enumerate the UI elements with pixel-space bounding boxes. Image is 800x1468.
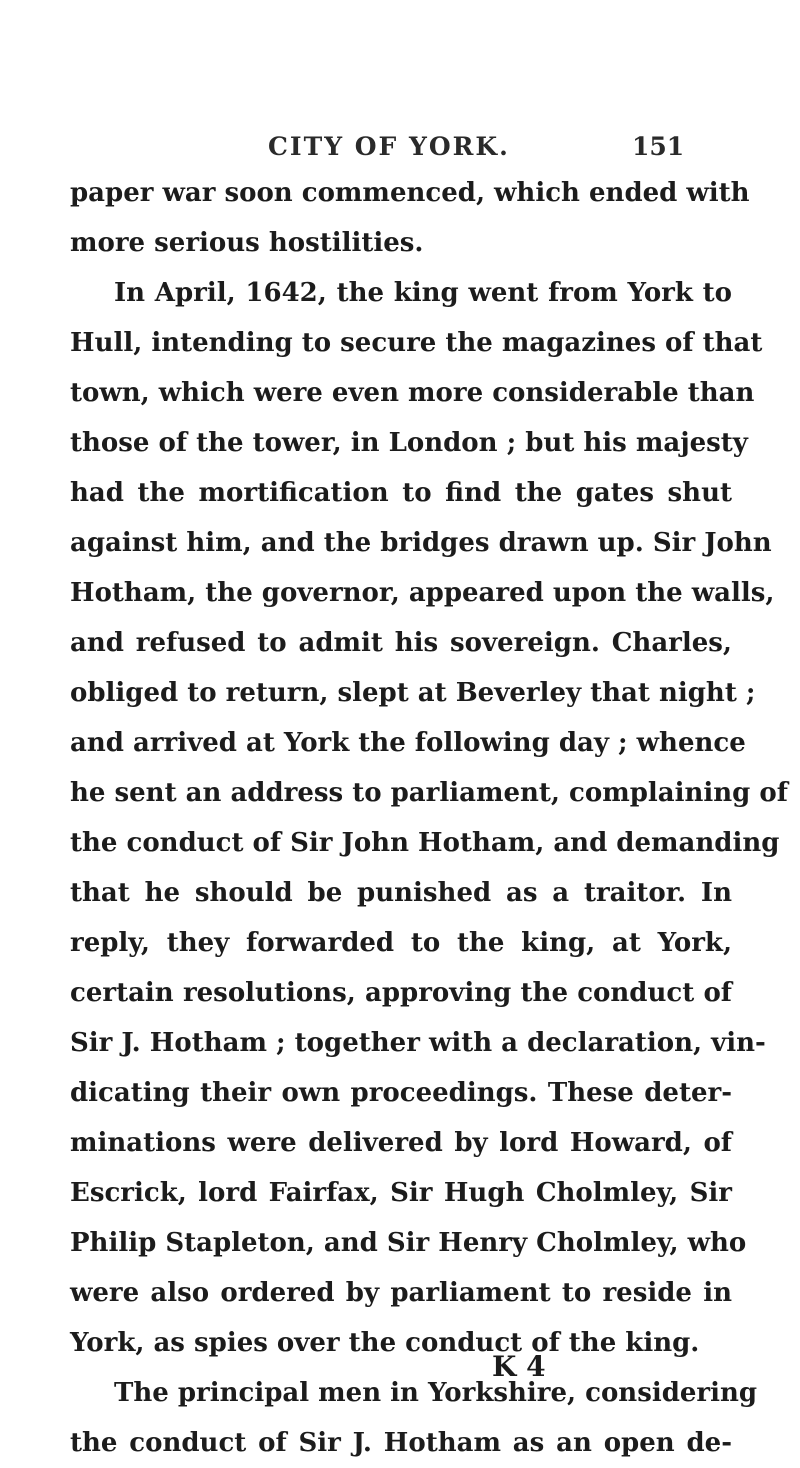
text-line-3: In April, 1642, the king went from York to bbox=[114, 278, 732, 308]
text-line-24: York, as spies over the conduct of the king. bbox=[70, 1328, 700, 1358]
text-line-1: paper war soon commenced, which ended with bbox=[70, 178, 750, 208]
text-line-2: more serious hostilities. bbox=[70, 228, 424, 258]
text-line-20: minations were delivered by lord Howard, of bbox=[70, 1128, 732, 1158]
text-line-22: Philip Stapleton, and Sir Henry Cholmley, who bbox=[70, 1228, 747, 1258]
text-line-11: obliged to return, slept at Beverley that night ; bbox=[70, 678, 756, 708]
text-line-8: against him, and the bridges drawn up. Sir John bbox=[70, 528, 772, 558]
signature-mark: K 4 bbox=[492, 1350, 546, 1383]
text-line-6: those of the tower, in London ; but his majesty bbox=[70, 428, 748, 458]
text-line-18: Sir J. Hotham ; together with a declaration, vin- bbox=[70, 1028, 766, 1058]
text-line-26: the conduct of Sir J. Hotham as an open de- bbox=[70, 1428, 732, 1458]
text-line-4: Hull, intending to secure the magazines of that bbox=[70, 328, 763, 358]
text-line-21: Escrick, lord Fairfax, Sir Hugh Cholmley, Sir bbox=[70, 1178, 732, 1208]
text-line-16: reply, they forwarded to the king, at York, bbox=[70, 928, 732, 958]
text-line-5: town, which were even more considerable than bbox=[70, 378, 755, 408]
text-line-25: The principal men in Yorkshire, considering bbox=[114, 1378, 758, 1408]
text-line-19: dicating their own proceedings. These deter- bbox=[70, 1078, 732, 1108]
text-line-12: and arrived at York the following day ; whence bbox=[70, 728, 746, 758]
text-line-7: had the mortification to find the gates shut bbox=[70, 478, 732, 508]
running-head bbox=[0, 132, 800, 166]
text-line-17: certain resolutions, approving the conduct of bbox=[70, 978, 732, 1008]
page-number: 151 bbox=[632, 132, 685, 161]
text-line-23: were also ordered by parliament to reside in bbox=[70, 1278, 732, 1308]
text-line-13: he sent an address to parliament, complaining of bbox=[70, 778, 788, 808]
running-title: CITY OF YORK. bbox=[268, 132, 510, 161]
text-line-9: Hotham, the governor, appeared upon the walls, bbox=[70, 578, 775, 608]
text-line-10: and refused to admit his sovereign. Charles, bbox=[70, 628, 732, 658]
text-line-15: that he should be punished as a traitor. In bbox=[70, 878, 732, 908]
text-line-14: the conduct of Sir John Hotham, and demanding bbox=[70, 828, 780, 858]
